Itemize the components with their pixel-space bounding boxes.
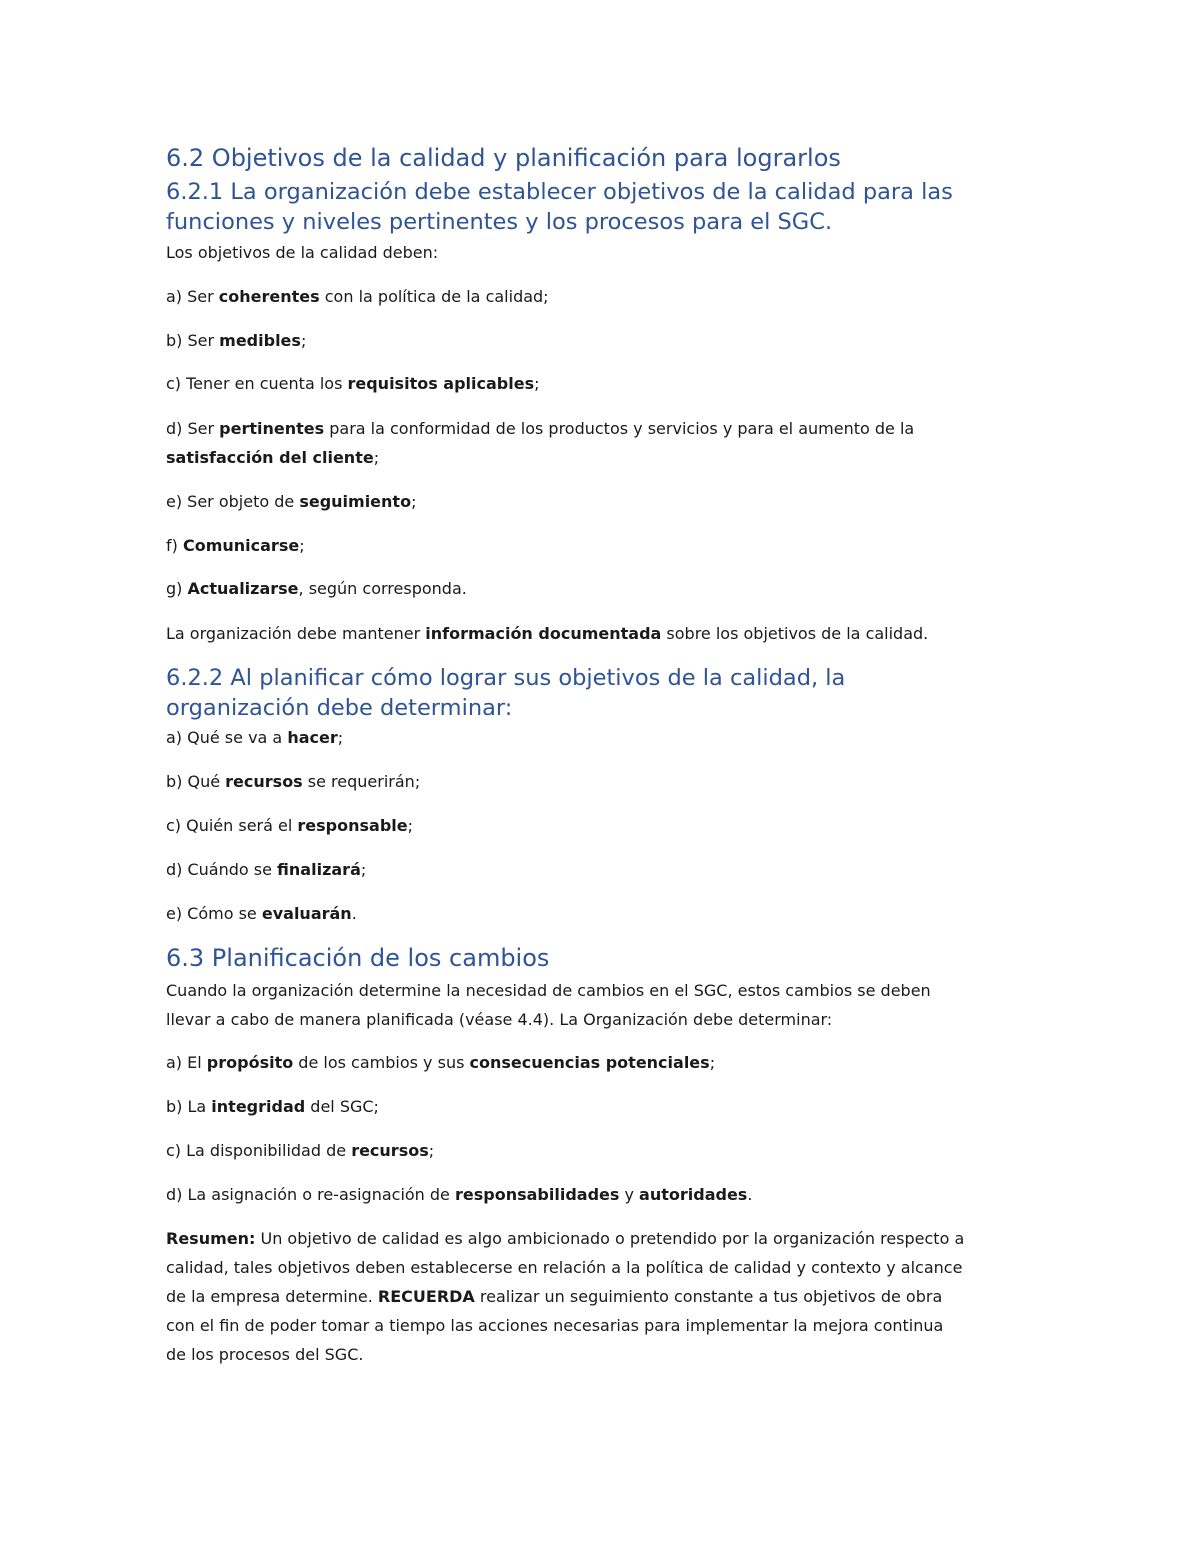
list-item xyxy=(166,727,343,749)
list-item xyxy=(166,1096,379,1118)
item-text: ; xyxy=(299,536,305,555)
item-text: , según corresponda. xyxy=(298,579,467,598)
summary-label: Resumen: xyxy=(166,1229,256,1248)
item-text: e) Ser objeto de xyxy=(166,492,300,511)
item-bold: responsable xyxy=(297,816,408,835)
item-text: sobre los objetivos de la calidad. xyxy=(661,624,929,643)
item-text: . xyxy=(747,1185,753,1204)
documented-info-paragraph xyxy=(166,623,928,645)
item-text: ; xyxy=(534,374,540,393)
item-bold: satisfacción del cliente xyxy=(166,448,374,467)
item-text: Un objetivo de calidad es algo ambicionado o pretendido por la organización respecto a xyxy=(255,1229,965,1248)
list-item xyxy=(166,330,306,352)
list-item xyxy=(166,859,366,881)
item-text: d) Ser xyxy=(166,419,220,438)
item-text: de los cambios y sus xyxy=(293,1053,470,1072)
item-bold: Comunicarse xyxy=(182,536,300,555)
item-text: y xyxy=(619,1185,640,1204)
summary-line3 xyxy=(166,1286,942,1308)
item-text: . xyxy=(351,904,357,923)
item-bold: requisitos aplicables xyxy=(347,374,535,393)
list-item xyxy=(166,418,914,440)
item-bold: integridad xyxy=(211,1097,306,1116)
item-text: ; xyxy=(428,1141,435,1160)
list-item xyxy=(166,535,305,557)
heading-6-2-1-line1: 6.2.1 La organización debe establecer objetivos de la calidad para las xyxy=(166,179,953,205)
item-text: a) Ser xyxy=(166,287,219,306)
item-text: de la empresa determine. xyxy=(166,1287,378,1306)
item-text: d) La asignación o re-asignación de xyxy=(166,1185,455,1204)
item-bold: seguimiento xyxy=(299,492,412,511)
item-text: realizar un seguimiento constante a tus objetivos de obra xyxy=(474,1287,943,1306)
item-text: b) Qué xyxy=(166,772,226,791)
item-text: c) Tener en cuenta los xyxy=(166,374,348,393)
summary-line4: con el fin de poder tomar a tiempo las acciones necesarias para implementar la mejora continua xyxy=(166,1316,944,1335)
list-item-continuation xyxy=(166,447,379,469)
item-text: se requerirán; xyxy=(302,772,421,791)
item-bold: pertinentes xyxy=(219,419,325,438)
item-text: b) La xyxy=(166,1097,212,1116)
item-text: e) Cómo se xyxy=(166,904,262,923)
item-text: ; xyxy=(373,448,380,467)
list-item xyxy=(166,578,467,600)
list-item xyxy=(166,815,413,837)
heading-6-2: 6.2 Objetivos de la calidad y planificación para lograrlos xyxy=(166,144,841,172)
heading-6-3: 6.3 Planificación de los cambios xyxy=(166,944,550,972)
summary-line2: calidad, tales objetivos deben establecerse en relación a la política de calidad y contexto y alcance xyxy=(166,1258,963,1277)
list-item xyxy=(166,286,549,308)
item-text: ; xyxy=(300,331,307,350)
item-bold: finalizará xyxy=(277,860,361,879)
item-bold: RECUERDA xyxy=(377,1287,475,1306)
item-text: c) La disponibilidad de xyxy=(166,1141,352,1160)
list-item xyxy=(166,1184,752,1206)
item-bold: autoridades xyxy=(639,1185,748,1204)
item-bold: recursos xyxy=(225,772,303,791)
item-bold: medibles xyxy=(219,331,301,350)
item-text: a) El xyxy=(166,1053,207,1072)
item-text: del SGC; xyxy=(305,1097,379,1116)
item-text: ; xyxy=(709,1053,716,1072)
changes-intro-line1: Cuando la organización determine la necesidad de cambios en el SGC, estos cambios se deben xyxy=(166,981,931,1000)
item-text: d) Cuándo se xyxy=(166,860,278,879)
item-bold: evaluarán xyxy=(261,904,352,923)
list-item xyxy=(166,903,357,925)
item-bold: recursos xyxy=(351,1141,429,1160)
list-item xyxy=(166,771,420,793)
summary-line1 xyxy=(166,1228,964,1250)
item-bold: propósito xyxy=(206,1053,294,1072)
item-text: a) Qué se va a xyxy=(166,728,288,747)
item-text: ; xyxy=(411,492,417,511)
list-item xyxy=(166,373,540,395)
item-text: ; xyxy=(407,816,414,835)
item-bold: coherentes xyxy=(218,287,320,306)
heading-6-2-2-line2: organización debe determinar: xyxy=(166,695,513,721)
item-text: b) Ser xyxy=(166,331,220,350)
item-text: con la política de la calidad; xyxy=(319,287,549,306)
item-text: La organización debe mantener xyxy=(166,624,426,643)
changes-intro-line2: llevar a cabo de manera planificada (véase 4.4). La Organización debe determinar: xyxy=(166,1010,833,1029)
item-bold: información documentada xyxy=(425,624,662,643)
item-text: ; xyxy=(360,860,367,879)
summary-line5: de los procesos del SGC. xyxy=(166,1345,364,1364)
item-text: g) xyxy=(166,579,188,598)
heading-6-2-1-line2: funciones y niveles pertinentes y los procesos para el SGC. xyxy=(166,209,833,235)
item-bold: hacer xyxy=(287,728,338,747)
item-text: para la conformidad de los productos y servicios y para el aumento de la xyxy=(324,419,915,438)
item-bold: consecuencias potenciales xyxy=(469,1053,710,1072)
item-text: ; xyxy=(337,728,344,747)
list-item xyxy=(166,1052,715,1074)
item-bold: responsabilidades xyxy=(454,1185,620,1204)
item-text: f) xyxy=(166,536,183,555)
list-item xyxy=(166,1140,434,1162)
item-text: c) Quién será el xyxy=(166,816,298,835)
heading-6-2-2-line1: 6.2.2 Al planificar cómo lograr sus objetivos de la calidad, la xyxy=(166,665,846,691)
list-item xyxy=(166,491,416,513)
item-bold: Actualizarse xyxy=(187,579,299,598)
objectives-intro: Los objetivos de la calidad deben: xyxy=(166,243,439,262)
